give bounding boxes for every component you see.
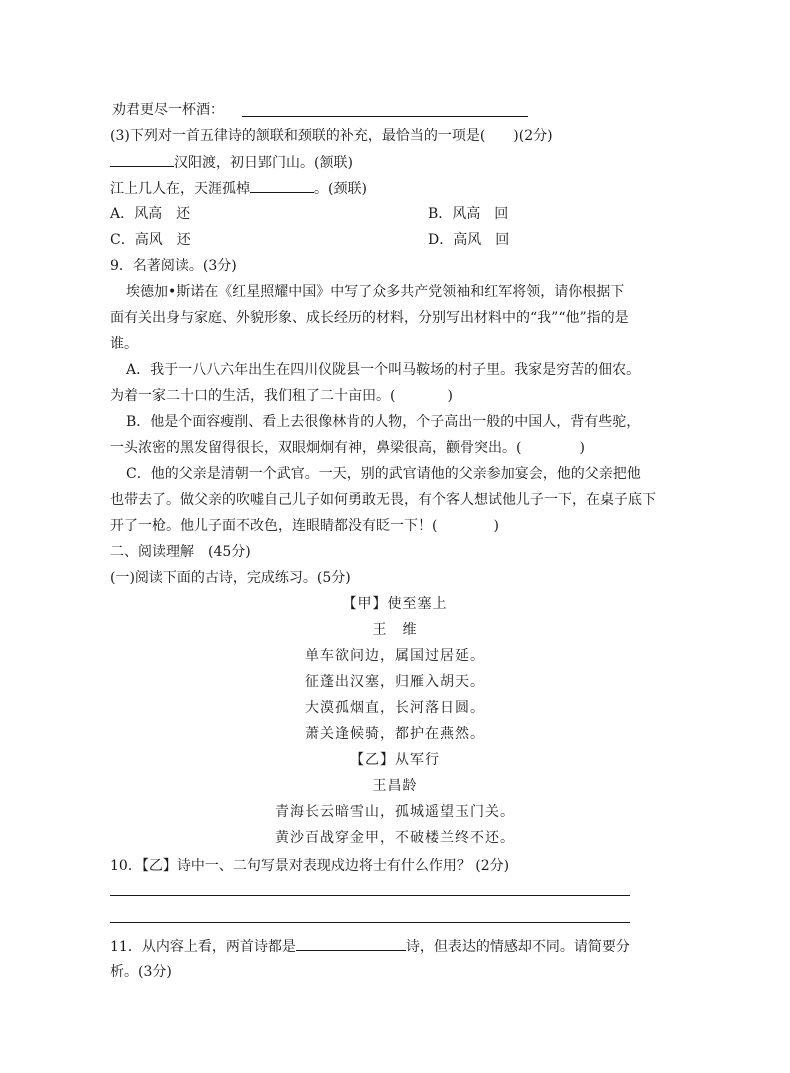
poem-jia-line-2: 征蓬出汉塞，归雁入胡天。 [305, 674, 485, 690]
q10-text: 10．【乙】诗中一、二句写景对表现戍边将士有什么作用？ (2分) [110, 858, 510, 874]
section2-sub1: (一)阅读下面的古诗，完成练习。(5分) [110, 570, 351, 586]
line-b [110, 178, 367, 199]
answer-blank-quote[interactable] [242, 116, 528, 117]
option-c[interactable]: C．高风 还 [110, 232, 191, 248]
answer-blank-line-b[interactable] [250, 178, 314, 193]
poem-yi-line-1: 青海长云暗雪山，孤城遥望玉门关。 [275, 804, 515, 820]
q9-b-1: B．他是个面容瘦削、看上去很像林肯的人物，个子高出一般的中国人，背有些驼， [126, 414, 641, 430]
answer-blank-q11[interactable] [296, 936, 406, 951]
q9-a-1: A．我于一八八六年出生在四川仪陇县一个叫马鞍场的村子里。我家是穷苦的佃农。 [126, 362, 641, 378]
q11-text-before: 11．从内容上看，两首诗都是 [110, 939, 296, 955]
q9-a-2-text: 为着一家二十口的生活，我们租了二十亩田。( [110, 388, 396, 404]
q9-c-3-text: 开了一枪。他儿子面不改色，连眼睛都没有眨一下！( [110, 518, 438, 534]
q9-intro-1: 埃德加•斯诺在《红星照耀中国》中写了众多共产党领袖和红军将领，请你根据下 [126, 284, 625, 300]
line-b-text-after: 。(颈联) [314, 181, 367, 197]
q9-c-close: ) [493, 518, 499, 534]
answer-line-q10-2[interactable] [110, 922, 630, 923]
q9-c-3 [110, 516, 499, 536]
poem-yi-line-2: 黄沙百战穿金甲，不破楼兰终不还。 [275, 830, 515, 846]
q9-c-2: 也带去了。做父亲的吹嘘自己儿子如何勇敢无畏，有个客人想试他儿子一下，在桌子底下 [110, 492, 656, 508]
poem-jia-author: 王 维 [372, 622, 418, 638]
q11-line-2: 析。(3分) [110, 964, 172, 980]
q9-b-2 [110, 438, 585, 458]
line-a-text: 汉阳渡，初日郢门山。(颔联) [174, 155, 353, 171]
q9-a-close: ) [447, 388, 453, 404]
section2-title: 二、阅读理解 (45分) [110, 544, 251, 560]
poem-jia-line-4: 萧关逢候骑，都护在燕然。 [305, 726, 485, 742]
option-b[interactable]: B．风高 回 [428, 206, 509, 222]
q11-line-1 [110, 936, 630, 957]
q3-stem: (3)下列对一首五律诗的颔联和颈联的补充，最恰当的一项是( )(2分) [110, 128, 553, 144]
poem-jia-line-3: 大漠孤烟直，长河落日圆。 [305, 700, 485, 716]
poem-yi-author: 王昌龄 [372, 778, 418, 794]
poem-yi-title: 【乙】从军行 [350, 752, 440, 768]
q9-a-2 [110, 386, 453, 406]
answer-blank-line-a[interactable] [110, 152, 174, 167]
q9-intro-2: 面有关出身与家庭、外貌形象、成长经历的材料，分别写出材料中的“我”“他”指的是 [110, 310, 629, 326]
q9-b-2-text: 一头浓密的黑发留得很长，双眼炯炯有神，鼻梁很高，颧骨突出。( [110, 440, 522, 456]
answer-line-q10-1[interactable] [110, 895, 630, 896]
poem-jia-title: 【甲】使至塞上 [342, 596, 448, 612]
q9-c-1: C．他的父亲是清朝一个武官。一天，别的武官请他的父亲参加宴会，他的父亲把他 [126, 466, 641, 482]
poem-jia-line-1: 单车欲问边，属国过居延。 [305, 648, 485, 664]
option-a[interactable]: A．风高 还 [110, 206, 191, 222]
line-a [110, 152, 353, 173]
q9-b-close: ) [579, 440, 585, 456]
q9-intro-3: 谁。 [110, 336, 138, 352]
q9-title: 9．名著阅读。(3分) [110, 258, 237, 274]
line-b-text-before: 江上几人在，天涯孤棹 [110, 181, 250, 197]
quote-line [112, 100, 224, 120]
quote-label: 劝君更尽一杯酒： [112, 102, 224, 118]
option-d[interactable]: D．高风 回 [428, 232, 510, 248]
q11-text-after: 诗，但表达的情感却不同。请简要分 [405, 939, 630, 955]
